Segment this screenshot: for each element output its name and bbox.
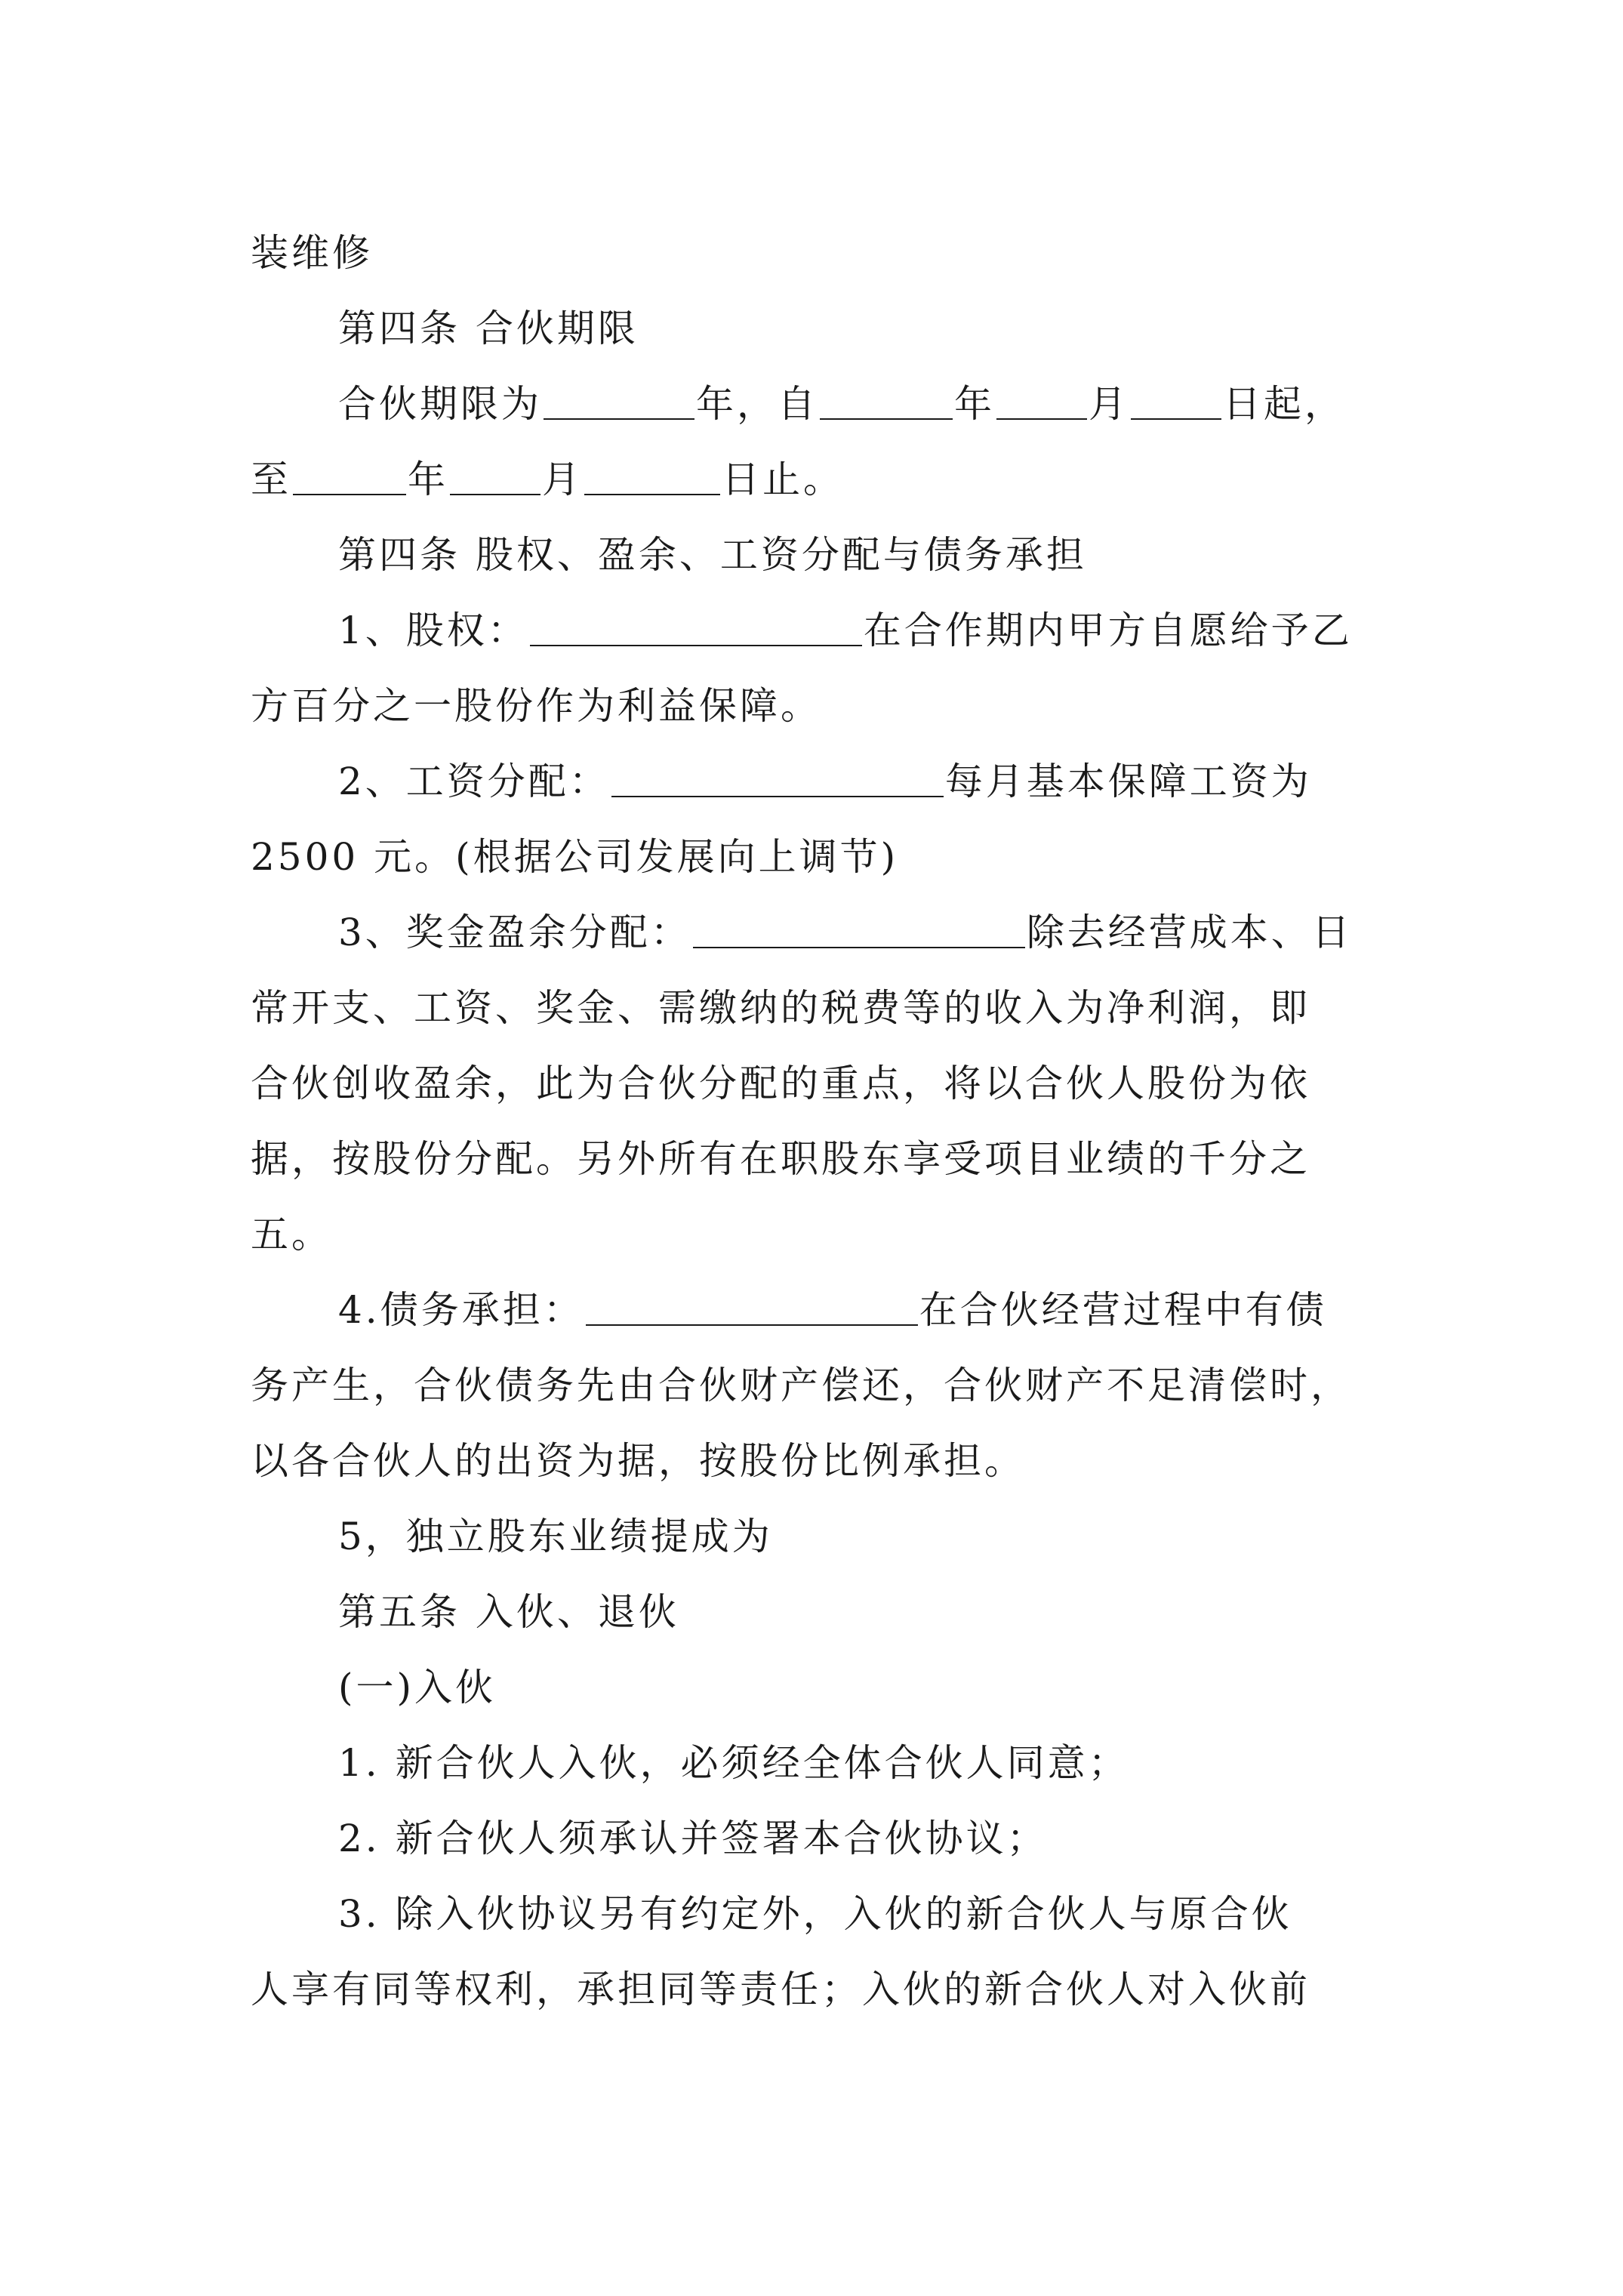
paragraph-line — [251, 744, 1383, 819]
list-item — [251, 1725, 1383, 1801]
fill-blank[interactable] — [293, 450, 406, 495]
paragraph-line — [251, 895, 1383, 970]
fill-blank[interactable] — [693, 903, 1025, 948]
paragraph-line — [251, 442, 1383, 517]
fill-blank[interactable] — [820, 374, 953, 420]
paragraph-line — [251, 970, 1383, 1046]
section-heading — [251, 1650, 1383, 1725]
document-page — [251, 215, 1383, 2027]
line-text: 在合作期内甲方自愿给予乙 — [863, 609, 1353, 652]
line-text: 1、股权： — [338, 609, 528, 652]
line-text: 4.债务承担： — [338, 1288, 584, 1332]
fill-blank[interactable] — [530, 601, 862, 646]
paragraph-line — [251, 1348, 1383, 1423]
line-text: 日起， — [1223, 382, 1345, 426]
paragraph-line — [251, 1499, 1383, 1574]
line-text: 第四条 合伙期限 — [338, 307, 639, 350]
article-heading — [251, 517, 1383, 593]
paragraph-line — [251, 1046, 1383, 1121]
line-text: 每月基本保障工资为 — [944, 760, 1312, 803]
line-text: (一)入伙 — [338, 1666, 497, 1709]
line-text: 除去经营成本、日 — [1026, 911, 1353, 954]
paragraph-line — [251, 1197, 1383, 1272]
line-text: 至 — [251, 458, 291, 501]
line-text: 合伙期限为 — [338, 382, 542, 426]
line-text: 务产生，合伙债务先由合伙财产偿还，合伙财产不足清偿时， — [251, 1364, 1351, 1407]
fill-blank[interactable] — [586, 1281, 918, 1326]
paragraph-line — [251, 1423, 1383, 1499]
paragraph-line — [251, 1272, 1383, 1348]
line-text: 月 — [1089, 382, 1129, 426]
paragraph-line — [251, 1952, 1383, 2027]
line-text: 以各合伙人的出资为据，按股份比例承担。 — [251, 1439, 1025, 1483]
line-text: 合伙创收盈余，此为合伙分配的重点，将以合伙人股份为依 — [251, 1062, 1310, 1105]
paragraph-line — [251, 819, 1383, 895]
line-text: 年 — [408, 458, 448, 501]
line-text: 年 — [954, 382, 995, 426]
fill-blank[interactable] — [584, 450, 720, 495]
line-text: 装维修 — [251, 231, 373, 275]
paragraph-line — [251, 668, 1383, 744]
line-text: 常开支、工资、奖金、需缴纳的税费等的收入为净利润，即 — [251, 986, 1310, 1030]
line-text: 日止。 — [722, 458, 844, 501]
fill-blank[interactable] — [1131, 374, 1221, 420]
list-item — [251, 1876, 1383, 1952]
fill-blank[interactable] — [611, 752, 944, 797]
line-text: 2、工资分配： — [338, 760, 610, 803]
article-heading — [251, 291, 1383, 366]
fill-blank[interactable] — [996, 374, 1087, 420]
line-text: 2500 元。(根据公司发展向上调节) — [251, 835, 899, 879]
fill-blank[interactable] — [544, 374, 694, 420]
line-text: 人享有同等权利，承担同等责任；入伙的新合伙人对入伙前 — [251, 1968, 1310, 2011]
line-text: 月 — [542, 458, 583, 501]
line-text: 1. 新合伙人入伙，必须经全体合伙人同意； — [338, 1741, 1129, 1785]
line-text: 3. 除入伙协议另有约定外，入伙的新合伙人与原合伙 — [338, 1892, 1292, 1936]
line-text: 第五条 入伙、退伙 — [338, 1590, 679, 1634]
line-text: 2. 新合伙人须承认并签署本合伙协议； — [338, 1817, 1048, 1860]
list-item — [251, 1801, 1383, 1876]
line-text: 五。 — [251, 1213, 332, 1256]
line-text: 在合伙经营过程中有债 — [919, 1288, 1327, 1332]
fill-blank[interactable] — [450, 450, 540, 495]
line-text: 第四条 股权、盈余、工资分配与债务承担 — [338, 533, 1087, 577]
article-heading — [251, 1574, 1383, 1650]
paragraph-line — [251, 215, 1383, 291]
paragraph-line — [251, 366, 1383, 442]
paragraph-line — [251, 1121, 1383, 1197]
line-text: 5，独立股东业绩提成为 — [338, 1515, 773, 1558]
paragraph-line — [251, 593, 1383, 668]
line-text: 据，按股份分配。另外所有在职股东享受项目业绩的千分之 — [251, 1137, 1310, 1181]
line-text: 年，自 — [696, 382, 818, 426]
line-text: 方百分之一股份作为利益保障。 — [251, 684, 821, 728]
line-text: 3、奖金盈余分配： — [338, 911, 691, 954]
